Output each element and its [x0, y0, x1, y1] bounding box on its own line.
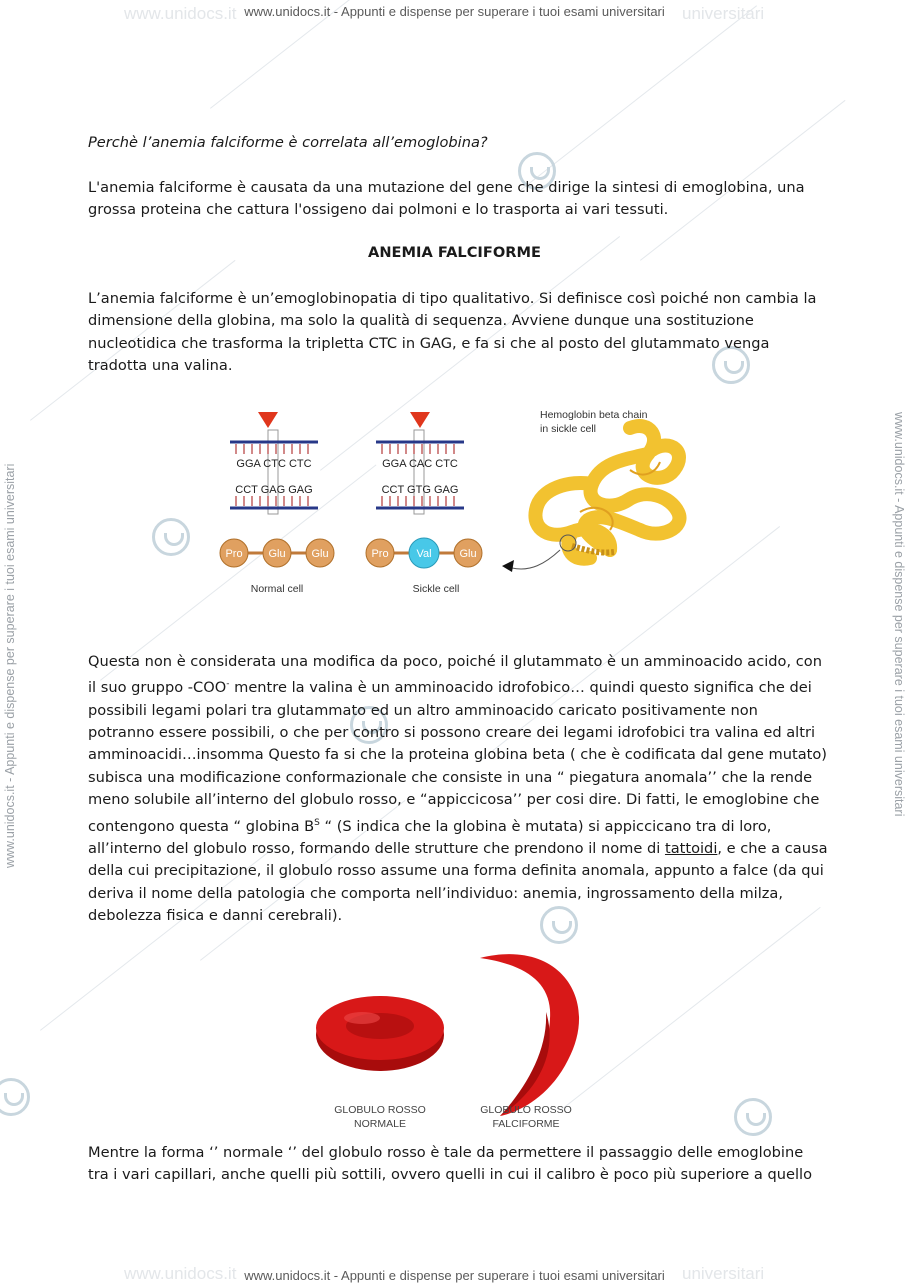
header-ghost-right: universitari: [682, 4, 765, 23]
normal-aa-2: Glu: [268, 548, 286, 560]
watermark-logo-icon: [734, 1098, 772, 1136]
p2-part3: “ (S indica che la globina è mutata) si appiccicano tra di loro, all’interno del globulo rosso, formando delle strutture che prendono il nome di: [88, 817, 772, 857]
normal-dna: [230, 412, 318, 514]
normal-cell-label-1: GLOBULO ROSSO: [334, 1104, 426, 1116]
hemoglobin-beta-chain-illustration: [502, 409, 679, 572]
header-ghost-left: www.unidocs.it: [124, 4, 237, 23]
protein-label-2: in sickle cell: [540, 423, 597, 435]
sickle-dna-bottom: CCT GTG GAG: [381, 484, 459, 496]
red-blood-cells-figure: [300, 940, 600, 1140]
intro-paragraph: L'anemia falciforme è causata da una mutazione del gene che dirige la sintesi di emoglobina, una grossa proteina che cattura l'ossigeno dai polmoni e lo trasporta ai vari tessuti.: [88, 179, 805, 219]
sickle-aa-3: Glu: [459, 548, 477, 560]
p2-part4: , e che a causa della cui precipitazione, il globulo rosso assume una forma definita anomala, appunto a falce (da qui deriva il nome della patologia che comporta nell’individuo: anemia, ingrossamento della milza, debolezza fisica e danni cerebrali).: [88, 839, 828, 925]
sickle-cell-label-1: GLOBULO ROSSO: [480, 1104, 572, 1116]
watermark-logo-icon: [152, 518, 190, 556]
normal-cell-label-2: NORMALE: [354, 1118, 406, 1130]
paragraph-glutamate-valine: [88, 651, 828, 928]
question-title: Perchè l’anemia falciforme è correlata all’emoglobina?: [88, 134, 488, 151]
p2-part2: mentre la valina è un amminoacido idrofobico… quindi questo significa che dei possibili legami polari tra glutammato ed un altro amminoacido caricato positivamente non potranno essere possibili, o che per contro si possono creare dei legami idrofobici tra valina ed altri amminoacidi…insomma Questo fa si che la proteina globina beta ( che è codificata dal gene mutato) subisca una modificazione conformazionale che consiste in una “ piegatura anomala’’ che la rende meno solubile all’interno del globulo rosso, e “appiccicosa’’ per cosi dire. Di fatti, le emoglobine che contengono questa “ globina B: [88, 679, 828, 835]
mutation-figure: [200, 400, 690, 605]
normal-red-cell: [316, 996, 444, 1071]
protein-label-1: Hemoglobin beta chain: [540, 409, 648, 421]
normal-aa-chain: [220, 539, 334, 595]
normal-dna-bottom: CCT GAG GAG: [235, 484, 313, 496]
sickle-red-cell: [480, 954, 579, 1116]
watermark-logo-icon: [0, 1078, 30, 1116]
sickle-dna-top: GGA CAC CTC: [382, 458, 458, 470]
p2-tattoidi: tattoidi: [664, 839, 718, 857]
sickle-cell-label-2: FALCIFORME: [492, 1118, 560, 1130]
page-header: www.unidocs.it - Appunti e dispense per superare i tuoi esami universitari: [244, 4, 665, 19]
normal-aa-3: Glu: [311, 548, 329, 560]
normal-cell-caption: Normal cell: [250, 583, 304, 595]
sickle-aa-1: Pro: [371, 548, 389, 560]
normal-dna-top: GGA CTC CTC: [236, 458, 312, 470]
sickle-cell-caption: Sickle cell: [412, 583, 460, 595]
footer-ghost-left: www.unidocs.it: [124, 1264, 237, 1283]
p2-sup2: S: [314, 817, 320, 828]
sickle-dna: [376, 412, 464, 514]
paragraph-qualitative: L’anemia falciforme è un’emoglobinopatia di tipo qualitativo. Si definisce così poiché non cambia la dimensione della globina, ma solo la qualità di sequenza. Avviene dunque una sostituzione nucleotidica che trasforma la tripletta CTC in GAG, e fa si che al posto del glutammato venga tradotta una valina.: [88, 290, 817, 375]
paragraph-capillaries: Mentre la forma ‘’ normale ‘’ del globulo rosso è tale da permettere il passaggio delle emoglobine tra i vari capillari, anche quelli più sottili, ovvero quelli in cui il calibro è poco più superiore a quello: [88, 1144, 813, 1184]
left-side-watermark: www.unidocs.it - Appunti e dispense per superare i tuoi esami universitari: [3, 463, 17, 868]
footer-ghost-right: universitari: [682, 1264, 765, 1283]
right-side-watermark: www.unidocs.it - Appunti e dispense per superare i tuoi esami universitari: [892, 412, 906, 817]
sickle-aa-chain: [366, 538, 482, 595]
page-footer: www.unidocs.it - Appunti e dispense per superare i tuoi esami universitari: [244, 1268, 665, 1283]
p2-part1: Questa non è considerata una modifica da poco, poiché il glutammato è un amminoacido acido, con il suo gruppo -COO: [88, 653, 822, 697]
sickle-aa-2: Val: [416, 548, 432, 560]
section-heading: ANEMIA FALCIFORME: [368, 244, 541, 261]
p2-sup1: -: [226, 679, 230, 690]
normal-aa-1: Pro: [225, 548, 243, 560]
